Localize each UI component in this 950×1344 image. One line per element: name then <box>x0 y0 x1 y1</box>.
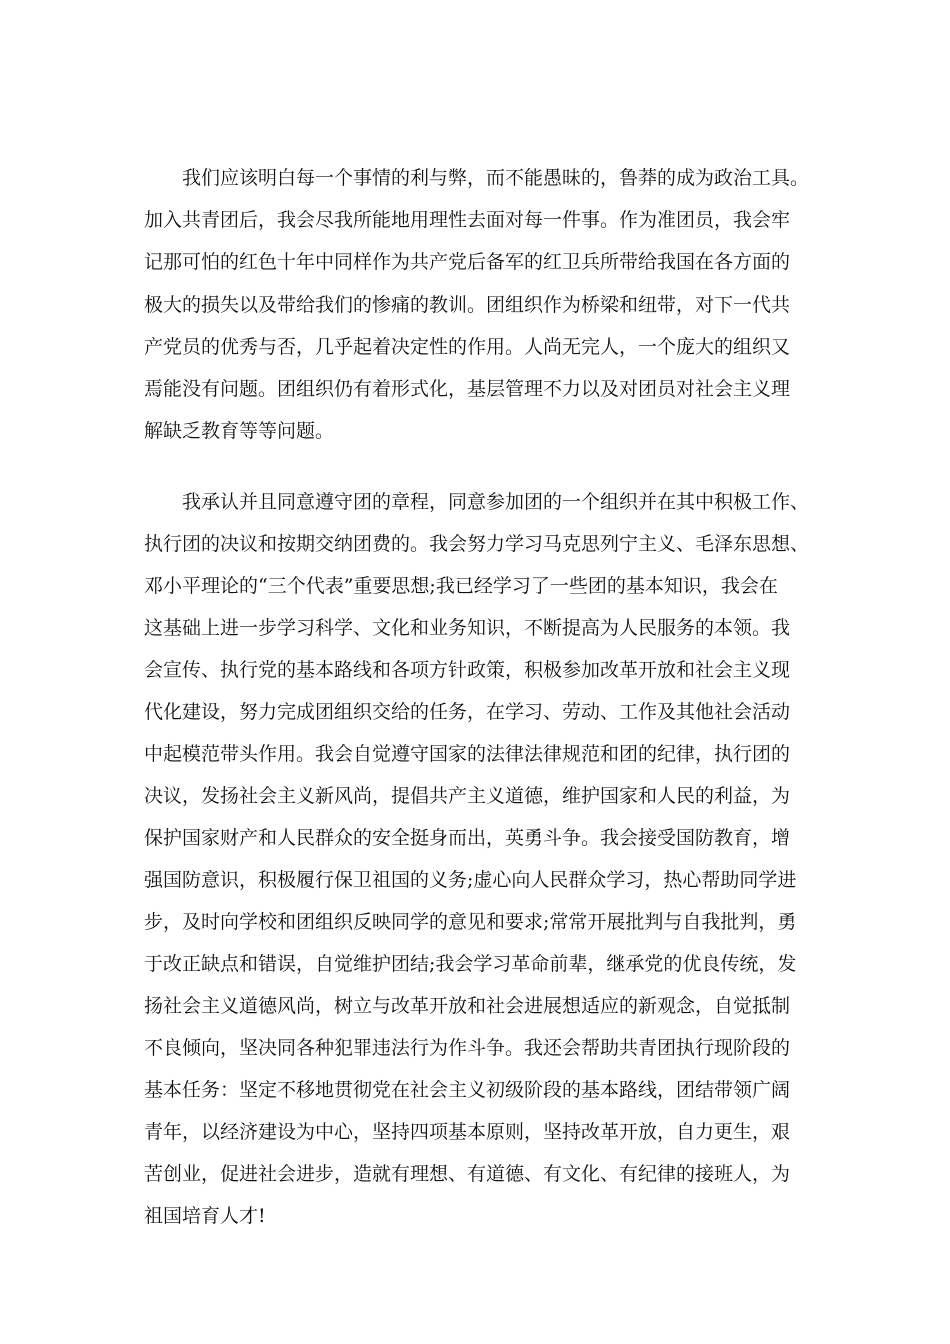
text-line: 会宣传、执行党的基本路线和各项方针政策，积极参加改革开放和社会主义现 <box>144 659 791 681</box>
text-line: 加入共青团后，我会尽我所能地用理性去面对每一件事。作为准团员，我会牢 <box>144 209 791 231</box>
text-line: 这基础上进一步学习科学、文化和业务知识，不断提高为人民服务的本领。我 <box>144 617 791 639</box>
text-line: 决议，发扬社会主义新风尚，提倡共产主义道德，维护国家和人民的利益，为 <box>144 785 791 807</box>
text-line: 青年，以经济建设为中心，坚持四项基本原则，坚持改革开放，自力更生，艰 <box>144 1121 791 1143</box>
text-line: 于改正缺点和错误，自觉维护团结;我会学习革命前辈，继承党的优良传统，发 <box>144 953 797 975</box>
text-line: 解缺乏教育等等问题。 <box>144 420 335 442</box>
text-line: 记那可怕的红色十年中同样作为共产党后备军的红卫兵所带给我国在各方面的 <box>144 251 791 273</box>
text-line: 强国防意识，积极履行保卫祖国的义务;虚心向人民群众学习，热心帮助同学进 <box>144 869 797 891</box>
text-line: 产党员的优秀与否，几乎起着决定性的作用。人尚无完人，一个庞大的组织又 <box>144 336 791 358</box>
text-line: 执行团的决议和按期交纳团费的。我会努力学习马克思列宁主义、毛泽东思想、 <box>144 533 810 555</box>
text-line: 苦创业，促进社会进步，造就有理想、有道德、有文化、有纪律的接班人，为 <box>144 1163 791 1185</box>
text-line: 保护国家财产和人民群众的安全挺身而出，英勇斗争。我会接受国防教育，增 <box>144 827 791 849</box>
text-line: 代化建设，努力完成团组织交给的任务，在学习、劳动、工作及其他社会活动 <box>144 701 791 723</box>
text-line: 我们应该明白每一个事情的利与弊，而不能愚昧的，鲁莽的成为政治工具。 <box>182 167 810 189</box>
text-line: 不良倾向，坚决同各种犯罪违法行为作斗争。我还会帮助共青团执行现阶段的 <box>144 1037 791 1059</box>
text-line: 基本任务：坚定不移地贯彻党在社会主义初级阶段的基本路线，团结带领广阔 <box>144 1079 791 1101</box>
text-line: 邓小平理论的“三个代表”重要思想;我已经学习了一些团的基本知识，我会在 <box>144 575 778 597</box>
text-line: 焉能没有问题。团组织仍有着形式化，基层管理不力以及对团员对社会主义理 <box>144 378 791 400</box>
text-line: 极大的损失以及带给我们的惨痛的教训。团组织作为桥梁和纽带，对下一代共 <box>144 294 791 316</box>
text-line: 步，及时向学校和团组织反映同学的意见和要求;常常开展批判与自我批判，勇 <box>144 911 797 933</box>
text-line: 扬社会主义道德风尚，树立与改革开放和社会进展想适应的新观念，自觉抵制 <box>144 995 791 1017</box>
text-line: 我承认并且同意遵守团的章程，同意参加团的一个组织并在其中积极工作、 <box>182 491 810 513</box>
text-line: 中起模范带头作用。我会自觉遵守国家的法律法律规范和团的纪律，执行团的 <box>144 743 791 765</box>
text-line: 祖国培育人才! <box>144 1205 266 1227</box>
